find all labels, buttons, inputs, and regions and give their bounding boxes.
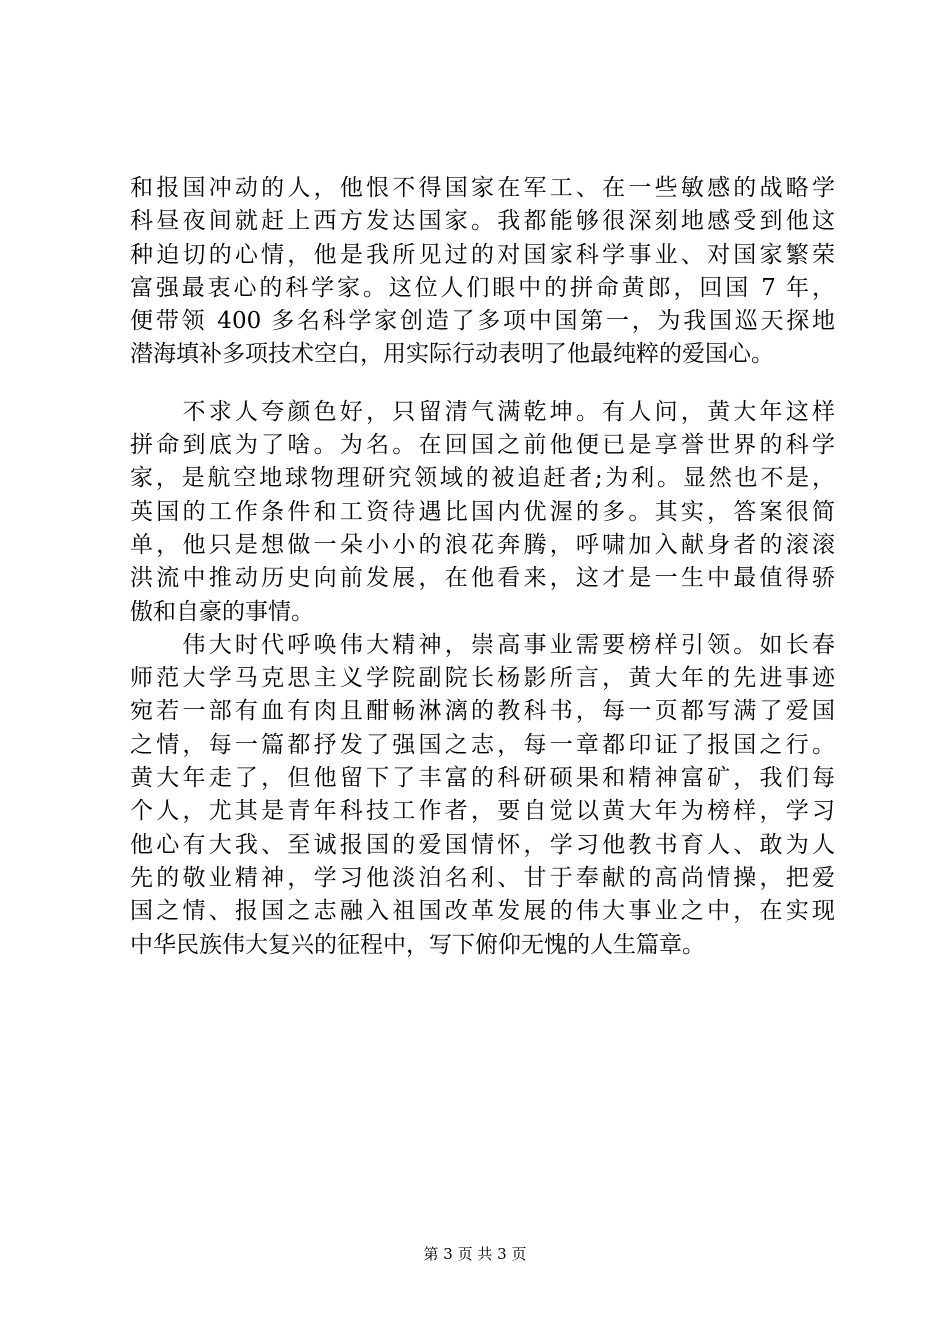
- text-line: 潜海填补多项技术空白，用实际行动表明了他最纯粹的爱国心。: [130, 341, 774, 368]
- text-line: 之情，每一篇都抒发了强国之志，每一章都印证了报国之行。: [130, 731, 835, 758]
- text-line: 个人，尤其是青年科技工作者，要自觉以黄大年为榜样，学习: [130, 798, 835, 825]
- paragraph-3: [130, 629, 835, 962]
- document-body: [130, 172, 835, 962]
- text-line: 单，他只是想做一朵小小的浪花奔腾，呼啸加入献身者的滚滚: [130, 531, 835, 558]
- text-line: 和报国冲动的人，他恨不得国家在军工、在一些敏感的战略学: [130, 175, 835, 201]
- text-line: 伟大时代呼唤伟大精神，崇高事业需要榜样引领。如长春: [130, 631, 835, 658]
- text-line: 不求人夸颜色好，只留清气满乾坤。有人问，黄大年这样: [130, 398, 835, 425]
- text-line: 黄大年走了，但他留下了丰富的科研硕果和精神富矿，我们每: [130, 765, 835, 792]
- text-line: 家，是航空地球物理研究领域的被追赶者;为利。显然也不是，: [130, 465, 835, 492]
- text-line: 种迫切的心情，他是我所见过的对国家科学事业、对国家繁荣: [130, 241, 835, 268]
- text-line: 英国的工作条件和工资待遇比国内优渥的多。其实，答案很简: [130, 498, 835, 525]
- text-line: 傲和自豪的事情。: [130, 598, 314, 625]
- text-line: 先的敬业精神，学习他淡泊名利、甘于奉献的高尚情操，把爱: [130, 864, 835, 891]
- paragraph-2: [130, 396, 835, 629]
- text-line: 国之情、报国之志融入祖国改革发展的伟大事业之中，在实现: [130, 898, 835, 925]
- page-number-footer: 第 3 页 共 3 页: [423, 1245, 527, 1263]
- paragraph-spacer: [130, 372, 835, 396]
- text-line: 宛若一部有血有肉且酣畅淋漓的教科书，每一页都写满了爱国: [130, 698, 835, 725]
- text-line: 富强最衷心的科学家。这位人们眼中的拼命黄郎，回国 7 年，: [130, 274, 835, 301]
- paragraph-1: [130, 172, 835, 372]
- text-line: 师范大学马克思主义学院副院长杨影所言，黄大年的先进事迹: [130, 665, 835, 692]
- text-line: 拼命到底为了啥。为名。在回国之前他便已是享誉世界的科学: [130, 432, 835, 459]
- text-line: 便带领 400 多名科学家创造了多项中国第一，为我国巡天探地: [130, 308, 835, 335]
- text-line: 洪流中推动历史向前发展，在他看来，这才是一生中最值得骄: [130, 565, 835, 592]
- text-line: 科昼夜间就赶上西方发达国家。我都能够很深刻地感受到他这: [130, 208, 835, 235]
- text-line: 他心有大我、至诚报国的爱国情怀，学习他教书育人、敢为人: [130, 831, 835, 858]
- text-line: 中华民族伟大复兴的征程中，写下俯仰无愧的人生篇章。: [130, 931, 705, 958]
